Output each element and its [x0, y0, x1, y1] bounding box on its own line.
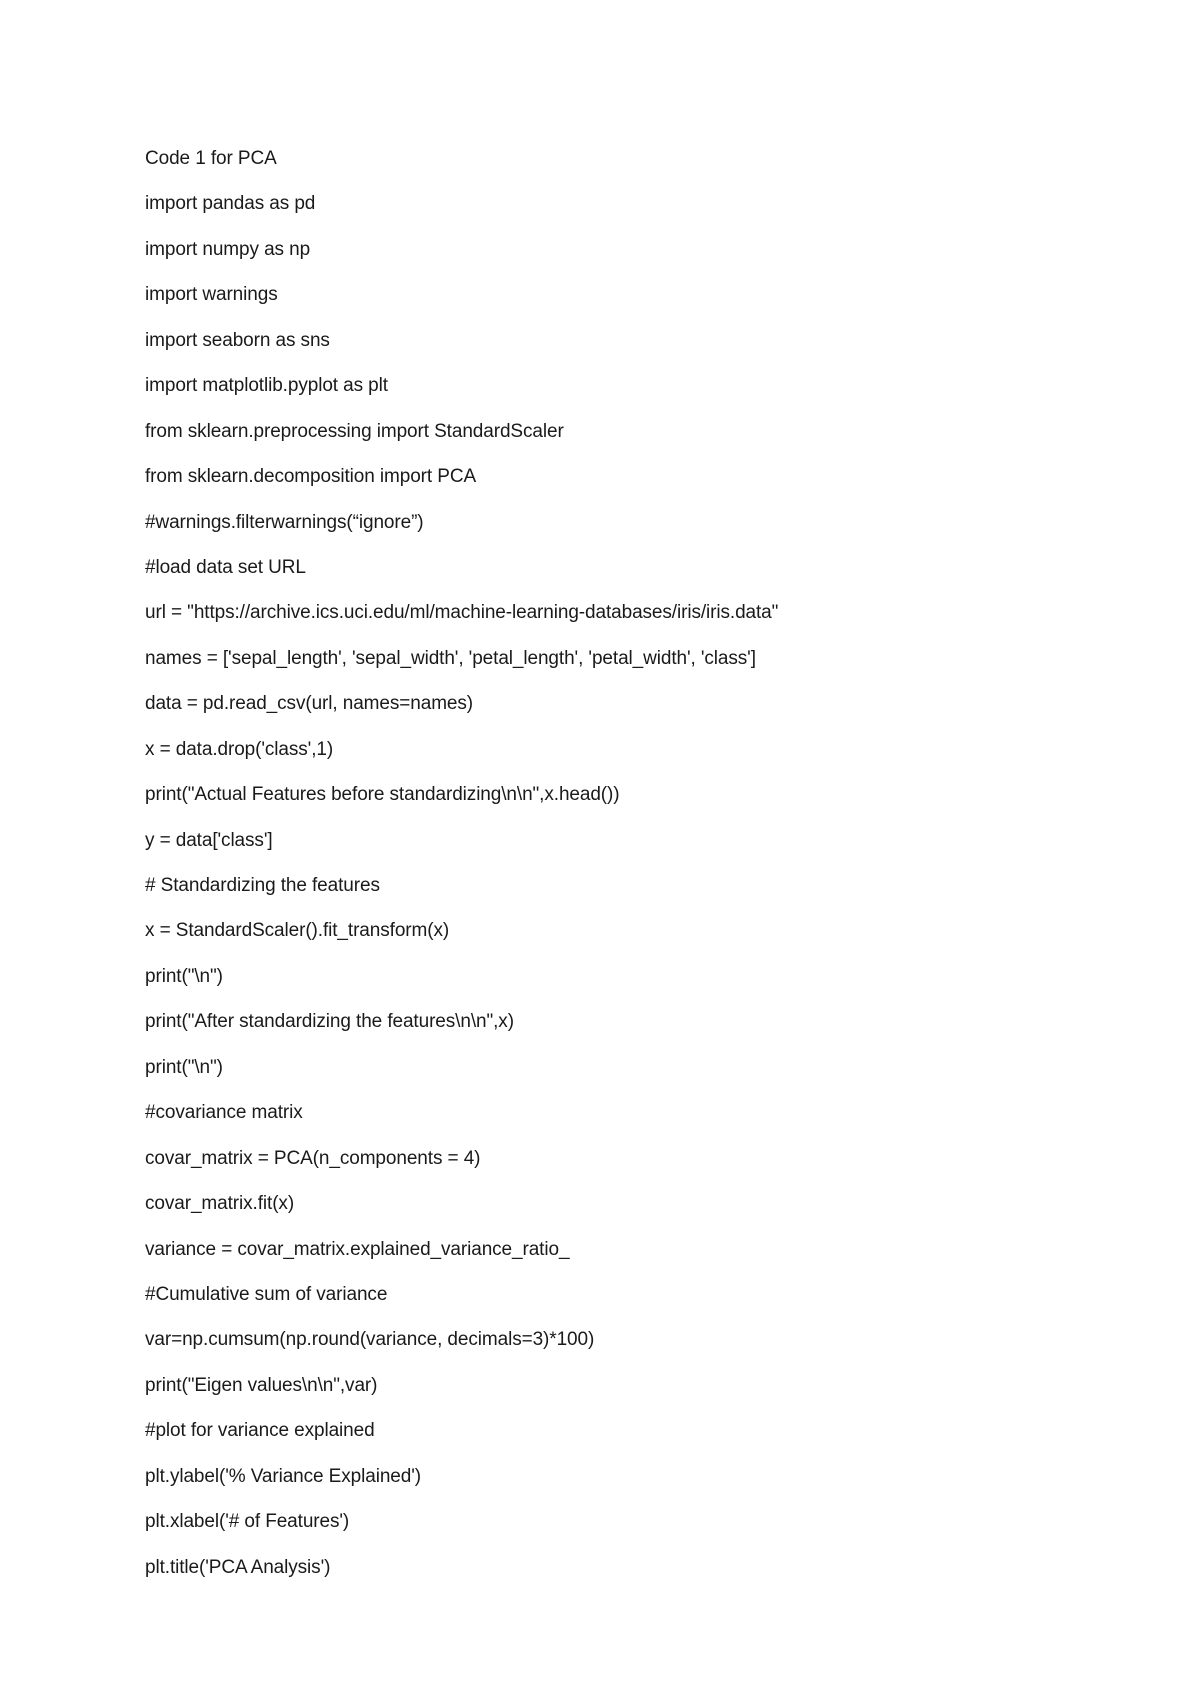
code-line: from sklearn.decomposition import PCA [145, 466, 477, 488]
code-line: from sklearn.preprocessing import StandardScaler [145, 420, 564, 442]
code-line: #Cumulative sum of variance [145, 1283, 388, 1305]
code-line: #load data set URL [145, 556, 306, 578]
code-line: x = data.drop('class',1) [145, 738, 334, 760]
code-line: import numpy as np [145, 238, 311, 260]
code-line: plt.ylabel('% Variance Explained') [145, 1465, 421, 1487]
code-line: #warnings.filterwarnings(“ignore”) [145, 511, 424, 533]
code-line: import matplotlib.pyplot as plt [145, 375, 388, 397]
code-line: #covariance matrix [145, 1102, 303, 1124]
code-line: print("\n") [145, 965, 223, 987]
document-title: Code 1 for PCA [145, 148, 277, 169]
code-line: variance = covar_matrix.explained_variance_ratio_ [145, 1238, 570, 1260]
code-line: plt.title('PCA Analysis') [145, 1556, 331, 1578]
code-line: print("After standardizing the features\n\n",x) [145, 1011, 514, 1033]
code-line: y = data['class'] [145, 829, 273, 851]
code-line: import seaborn as sns [145, 329, 330, 351]
code-line: data = pd.read_csv(url, names=names) [145, 693, 474, 715]
code-line: x = StandardScaler().fit_transform(x) [145, 920, 450, 942]
code-line: names = ['sepal_length', 'sepal_width', 'petal_length', 'petal_width', 'class'] [145, 647, 756, 669]
code-line: # Standardizing the features [145, 875, 380, 896]
code-line: var=np.cumsum(np.round(variance, decimals=3)*100) [145, 1329, 595, 1351]
code-line: url = "https://archive.ics.uci.edu/ml/machine-learning-databases/iris/iris.data" [145, 602, 779, 624]
code-line: print("\n") [145, 1056, 223, 1078]
code-line: plt.xlabel('# of Features') [145, 1511, 350, 1533]
document-body [145, 146, 1145, 1600]
code-line: print("Actual Features before standardizing\n\n",x.head()) [145, 784, 620, 806]
code-line: print("Eigen values\n\n",var) [145, 1374, 378, 1396]
code-line: import warnings [145, 284, 278, 306]
code-line: covar_matrix.fit(x) [145, 1193, 295, 1215]
code-line: import pandas as pd [145, 193, 316, 215]
code-line: #plot for variance explained [145, 1420, 375, 1442]
code-line: covar_matrix = PCA(n_components = 4) [145, 1147, 481, 1169]
